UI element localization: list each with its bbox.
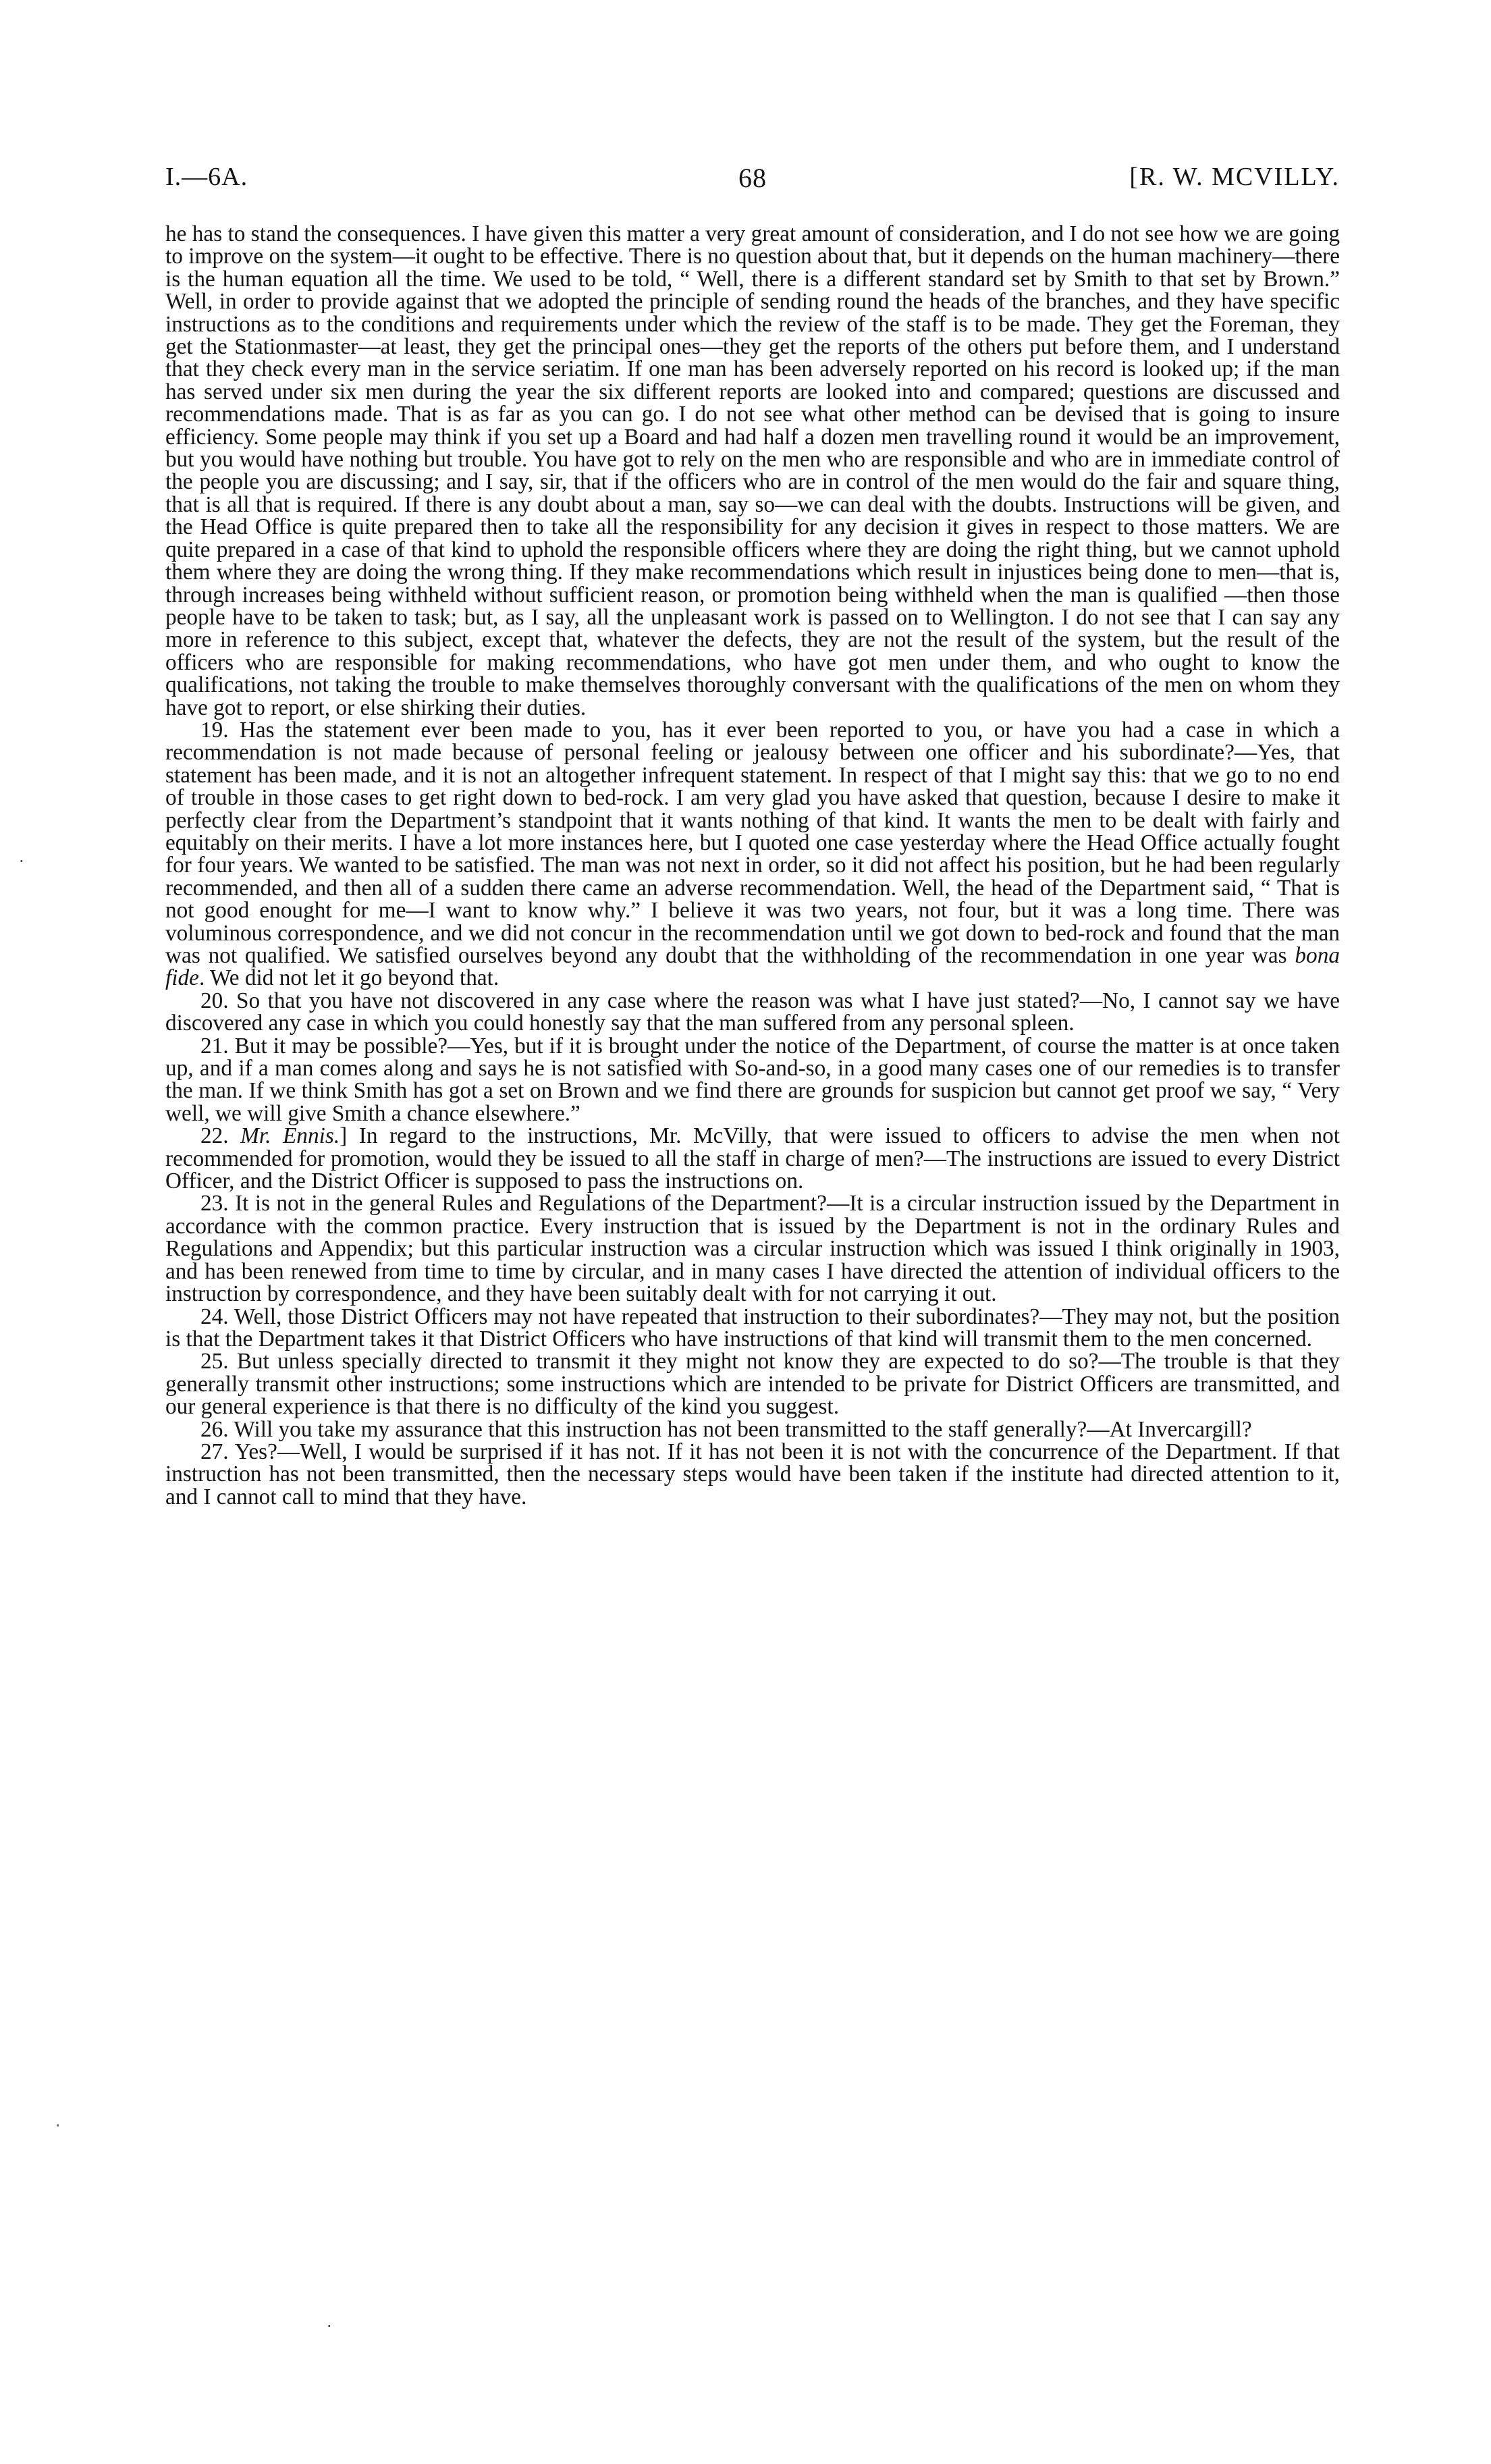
question-number: 23. [200,1191,229,1216]
question-number: 27. [200,1439,229,1464]
question-number: 22. [200,1123,229,1149]
paragraph-tail: . We did not let it go beyond that. [198,965,499,991]
question-number: 20. [200,988,229,1013]
page-number: 68 [738,163,767,193]
paragraph-text: But unless specially directed to transmit it they might not know they are expected to do so?—The trouble is that they generally transmit other instructions; some instructions which are intended to be private for District Officers are transmitted, and our general experience is that there is no difficulty of the kind you suggest. [165,1349,1340,1420]
emphasis-text: bona fide [165,943,1340,991]
question-number: 19. [200,717,229,743]
question-19 [165,719,1340,990]
paragraph-text: So that you have not discovered in any case where the reason was what I have just stated?—No, I cannot say we have discovered any case in which you could honestly say that the man suffered from any personal spleen. [165,988,1340,1036]
paper-reference: I.—6A. [165,163,248,191]
paragraph-text: Well, those District Officers may not have repeated that instruction to their subordinates?—They may not, but the position is that the Department takes it that District Officers who have instructions of that kind will transmit them to the men concerned. [165,1304,1340,1351]
question-number: 21. [200,1033,229,1059]
margin-dot: · [55,2116,61,2135]
margin-dot: · [327,2317,332,2336]
paragraph-text: Has the statement ever been made to you, has it ever been reported to you, or have you had a case in which a recommendation is not made because of personal feeling or jealousy between one officer and his subordinate?—Yes, that statement has been made, and it is not an altogether infrequent statement. In respect of that I might say this: that we go to no end of trouble in those cases to get right down to bed-rock. I am very glad you have asked that question, because I desire to make it perfectly clear from the Department’s standpoint that it wants nothing of that kind. It wants the men to be dealt with fairly and equitably on their merits. I have a lot more instances here, but I quoted one case yesterday where the Head Office actually fought for four years. We wanted to be satisfied. The man was not next in order, so it did not affect his position, but he had been regularly recommended, and then all of a sudden there came an adverse recommendation. Well, the head of the Department said, “ That is not good enought for me—I want to know why.” I believe it was two years, not four, but it was a long time. There was voluminous correspondence, and we did not concur in the recommendation until we got down to bed-rock and found that the man was not qualified. We satisfied ourselves beyond any doubt that the withholding of the recommendation in one year was [165,717,1340,968]
question-22: 22. Mr. Ennis.] In regard to the instructions, Mr. McVilly, that were issued to officers to advise the men when not recommended for promotion, would they be issued to all the staff in charge of men?—The instructions are issued to every District Officer, and the District Officer is supposed to pass the instructions on. [165,1123,1340,1194]
question-20 [165,990,1340,1035]
paragraph-text: But it may be possible?—Yes, but if it is brought under the notice of the Department, of course the matter is at once taken up, and if a man comes along and says he is not satisfied with So-and-so, in a good many cases one of our remedies is to transfer the man. If we think Smith has got a set on Brown and we find there are grounds for suspicion but cannot get proof we say, “ Very well, we will give Smith a chance elsewhere.” [165,1033,1340,1126]
document-page [165,162,1340,1508]
question-24 [165,1306,1340,1351]
question-26 [165,1418,1340,1441]
paragraph-continuation [165,223,1340,719]
page-body [165,223,1340,1508]
question-23 [165,1192,1340,1305]
paragraph-text: he has to stand the consequences. I have given this matter a very great amount of consideration, and I do not see how we are going to improve on the system—it ought to be effective. There is no question about that, but it depends on the human machinery—there is the human equation all the time. We used to be told, “ Well, there is a different standard set by Smith to that set by Brown.” Well, in order to provide against that we adopted the principle of sending round the heads of the branches, and they have specific instructions as to the conditions and requirements under which the review of the staff is to be made. They get the Foreman, they get the Stationmaster—at least, they get the principal ones—they get the reports of the others put before them, and I understand that they check every man in the service seriatim. If one man has been adversely reported on his record is looked up; if the man has served under six men during the year the six different reports are looked into and compared; questions are discussed and recommendations made. That is as far as you can go. I do not see what other method can be devised that is going to insure efficiency. Some people may think if you set up a Board and had half a dozen men travelling round it would be an improvement, but you would have nothing but trouble. You have got to rely on the men who are responsible and who are in immediate control of the people you are discussing; and I say, sir, that if the officers who are in control of the men would do the fair and square thing, that is all that is required. If there is any doubt about a man, say so—we can deal with the doubts. Instructions will be given, and the Head Office is quite prepared then to take all the responsibility for any decision it gives in respect to those matters. We are quite prepared in a case of that kind to uphold the responsible officers where they are doing the right thing, but we cannot uphold them where they are doing the wrong thing. If they make recommendations which result in injustices being done to men—that is, through increases being withheld without sufficient reason, or promotion being withheld when the man is qualified —then those people have to be taken to task; but, as I say, all the unpleasant work is passed on to Wellington. I do not see that I can say any more in reference to this subject, except that, whatever the defects, they are not the result of the system, but the result of the officers who are responsible for making recommendations, who have got men under them, and who ought to know the qualifications, not taking the trouble to make themselves thoroughly conversant with the qualifications of the men on whom they have got to report, or else shirking their duties. [165,221,1340,720]
question-number: 25. [200,1349,229,1374]
question-25 [165,1350,1340,1418]
question-27 [165,1441,1340,1508]
witness-name: [R. W. MCVILLY. [1129,163,1340,191]
paragraph-text: In regard to the instructions, Mr. McVilly, that were issued to officers to advise the men when not recommended for promotion, would they be issued to all the staff in charge of men?—The instructions are issued to every District Officer, and the District Officer is supposed to pass the instructions on. [165,1123,1340,1194]
paragraph-text: Yes?—Well, I would be surprised if it has not. If it has not been it is not with the concurrence of the Department. If that instruction has not been transmitted, then the necessary steps would have been taken if the institute had directed attention to it, and I cannot call to mind that they have. [165,1439,1340,1509]
question-number: 24. [200,1304,229,1329]
page-header [165,162,1340,203]
speaker-name: Mr. Ennis. [240,1123,340,1149]
paragraph-text: It is not in the general Rules and Regulations of the Department?—It is a circular instruction issued by the Department in accordance with the common practice. Every instruction that is issued by the Department is not in the ordinary Rules and Regulations and Appendix; but this particular instruction was a circular instruction which was issued I think originally in 1903, and has been renewed from time to time by circular, and in many cases I have directed the attention of individual officers to the instruction by correspondence, and they have been suitably dealt with for not carrying it out. [165,1191,1340,1307]
question-number: 26. [200,1416,229,1442]
margin-dot: · [19,852,24,871]
paragraph-text: Will you take my assurance that this instruction has not been transmitted to the staff generally?—At Invercargill? [234,1416,1252,1442]
question-21 [165,1035,1340,1125]
